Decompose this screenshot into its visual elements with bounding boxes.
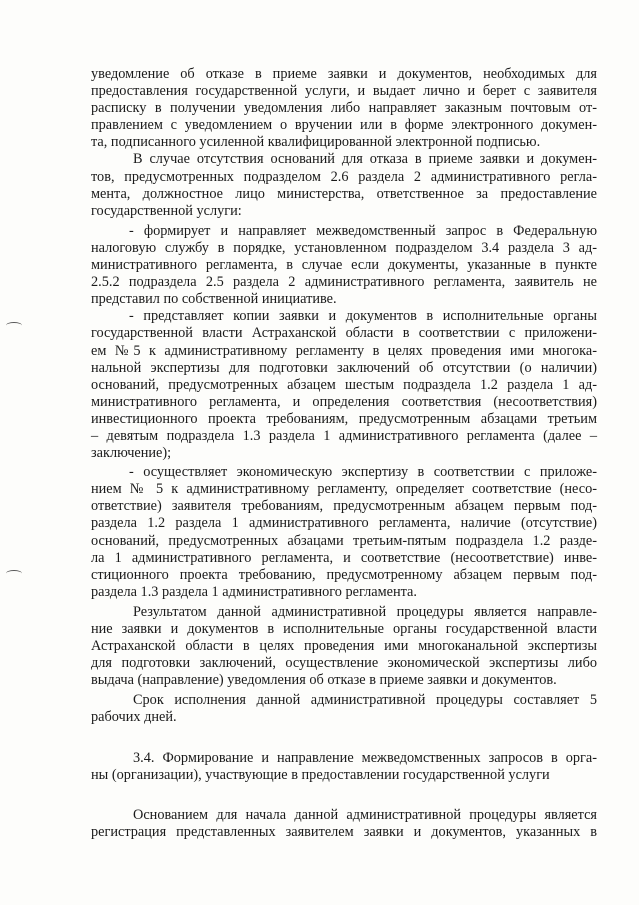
paragraph-economic-expertise [91,464,597,601]
text-line: ответствие) заявителя требованиям, предусмотренным абзацем первым под- [91,498,597,515]
paragraph-refusal-notice [91,66,597,151]
text-line: государственной услуги: [91,202,242,219]
heading-line: 3.4. Формирование и направление межведомственных запросов в орга- [133,749,597,766]
text-line: для подготовки заключений, осуществление экономической экспертизы либо [91,655,597,672]
text-line: оснований, предусмотренных абзацем шестым подраздела 1.2 раздела 1 ад- [91,376,597,393]
text-line: - формирует и направляет межведомственный запрос в Федеральную [129,222,597,239]
text-line: В случае отсутствия оснований для отказа в приеме заявки и докумен- [133,151,597,168]
paragraph-deadline [91,692,597,726]
heading-line: ны (организации), участвующие в предоставлении государственной услуги [91,766,550,783]
hole-punch-mark [6,322,22,329]
text-line: нальной экспертизы для подготовки заключений об отсутствии (о наличии) [91,359,597,376]
text-line: заключение); [91,445,172,462]
text-line: Основанием для начала данной административной процедуры является [133,806,597,823]
text-line: раздела 1.3 раздела 1 административного регламента. [91,583,417,600]
text-line: тов, предусмотренных подразделом 2.6 раздела 2 административного регла- [91,168,597,185]
text-line: государственной власти Астраханской области в соответствии с приложени- [91,325,597,342]
text-line: - осуществляет экономическую экспертизу в соответствии с приложе- [129,464,597,481]
paragraph-result [91,604,597,689]
document-page [91,66,597,841]
text-line: министративного регламента, и определения соответствия (несоответствия) [91,393,597,410]
text-line: Результатом данной административной процедуры является направле- [133,603,597,620]
text-line: стиционного проекта требованию, предусмотренному абзацем первым под- [91,566,597,583]
text-line: раздела 1.2 раздела 1 административного регламента, наличие (отсутствие) [91,515,597,532]
text-line: регистрация представленных заявителем заявки и документов, указанных в [91,823,597,840]
text-line: выдача (направление) уведомления об отказе в приеме заявки и документов. [91,672,557,689]
text-line: министративного регламента, в случае если документы, указанные в пункте [91,257,597,274]
text-line: оснований, предусмотренных абзацами третьим-пятым подраздела 1.2 разде- [91,532,597,549]
text-line: Астраханской области в целях проведения ими многоканальной экспертизы [91,638,597,655]
text-line: – девятым подраздела 1.3 раздела 1 административного регламента (далее – [91,427,597,444]
text-line: 2.5.2 подраздела 2.5 раздела 2 административного регламента, заявитель не [91,274,597,291]
text-line: ем №5 к административному регламенту в целях проведения ими многока- [91,342,597,359]
text-line: нием № 5 к административному регламенту, определяет соответствие (несо- [91,481,597,498]
text-line: правлением с уведомлением о вручении или в форме электронного докумен- [91,117,597,134]
text-line: расписку в получении уведомления либо направляет заказным почтовым от- [91,100,597,117]
text-line: уведомление об отказе в приеме заявки и документов, необходимых для [91,66,597,82]
hole-punch-mark [6,570,22,577]
section-heading [91,750,597,784]
text-line: представил по собственной инициативе. [91,291,337,308]
paragraph-basis [91,807,597,841]
text-line: - представляет копии заявки и документов в исполнительные органы [129,308,597,325]
paragraph-no-grounds [91,151,597,219]
text-line: Срок исполнения данной административной процедуры составляет 5 [133,692,597,709]
paragraph-interagency-request [91,223,597,308]
text-line: предоставления государственной услуги, и выдает лично и берет с заявителя [91,83,597,100]
text-line: рабочих дней. [91,709,177,726]
text-line: ние заявки и документов в исполнительные органы государственной власти [91,621,597,637]
paragraph-copies-expertise [91,308,597,462]
text-line: мента, должностное лицо министерства, ответственное за предоставление [91,185,597,202]
text-line: ла 1 административного регламента, и соответствие (несоответствие) инве- [91,549,597,566]
text-line: инвестиционного проекта требованиям, предусмотренным абзацами третьим [91,410,597,427]
text-line: налоговую службу в порядке, установленном подразделом 3.4 раздела 3 ад- [91,239,597,256]
text-line: та, подписанного усиленной квалифицированной электронной подписью. [91,134,541,151]
